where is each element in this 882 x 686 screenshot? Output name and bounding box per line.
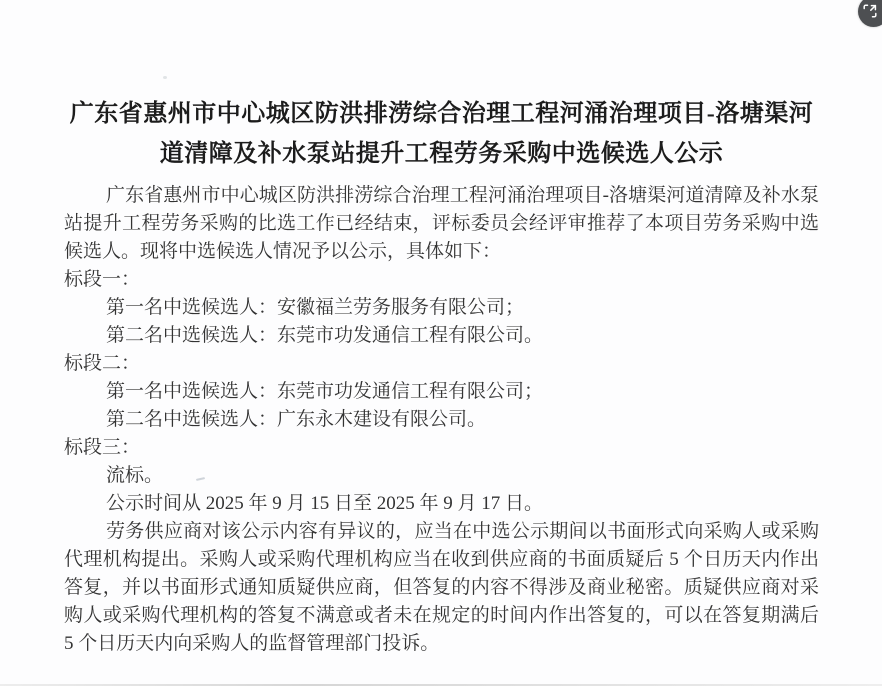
expand-icon	[863, 1, 882, 23]
lot-1-candidate-2: 第二名中选候选人：东莞市功发通信工程有限公司。	[106, 325, 544, 346]
expand-button[interactable]	[858, 0, 882, 27]
lot-1-candidate-1: 第一名中选候选人：安徽福兰劳务服务有限公司；	[106, 297, 525, 318]
lot-2-heading: 标段二：	[64, 353, 141, 374]
objection-paragraph: 劳务供应商对该公示内容有异议的，应当在中选公示期间以书面形式向采购人或采购代理机构提出。采购人或采购代理机构应当在收到供应商的书面质疑后 5 个日历天内作出答复，并以书面形式通知质疑供应商，但答复的内容不得涉及商业秘密。质疑供应商对采购人或采购代理机构的答复不满意或者未在规定的时间内作出答复的，可以在答复期满后 5 个日历天内向采购人的监督管理部门投诉。	[64, 521, 819, 654]
lot-1-heading: 标段一：	[64, 269, 141, 290]
document-body	[64, 182, 819, 658]
lot-3-result: 流标。	[106, 465, 164, 486]
intro-paragraph: 广东省惠州市中心城区防洪排涝综合治理工程河涌治理项目-洛塘渠河道清障及补水泵站提升工程劳务采购的比选工作已经结束，评标委员会经评审推荐了本项目劳务采购中选候选人。现将中选候选人情况予以公示，具体如下：	[64, 185, 819, 262]
section-lot-3	[64, 434, 819, 490]
lot-3-heading: 标段三：	[64, 437, 141, 458]
publicity-period: 公示时间从 2025 年 9 月 15 日至 2025 年 9 月 17 日。	[106, 493, 544, 514]
document-title: 广东省惠州市中心城区防洪排涝综合治理工程河涌治理项目-洛塘渠河道清障及补水泵站提升工程劳务采购中选候选人公示	[69, 101, 814, 167]
scan-artifact	[163, 76, 167, 79]
section-lot-2	[64, 350, 819, 434]
lot-2-candidate-2: 第二名中选候选人：广东永木建设有限公司。	[106, 409, 487, 430]
section-lot-1	[64, 266, 819, 350]
lot-2-candidate-1: 第一名中选候选人：东莞市功发通信工程有限公司；	[106, 381, 544, 402]
